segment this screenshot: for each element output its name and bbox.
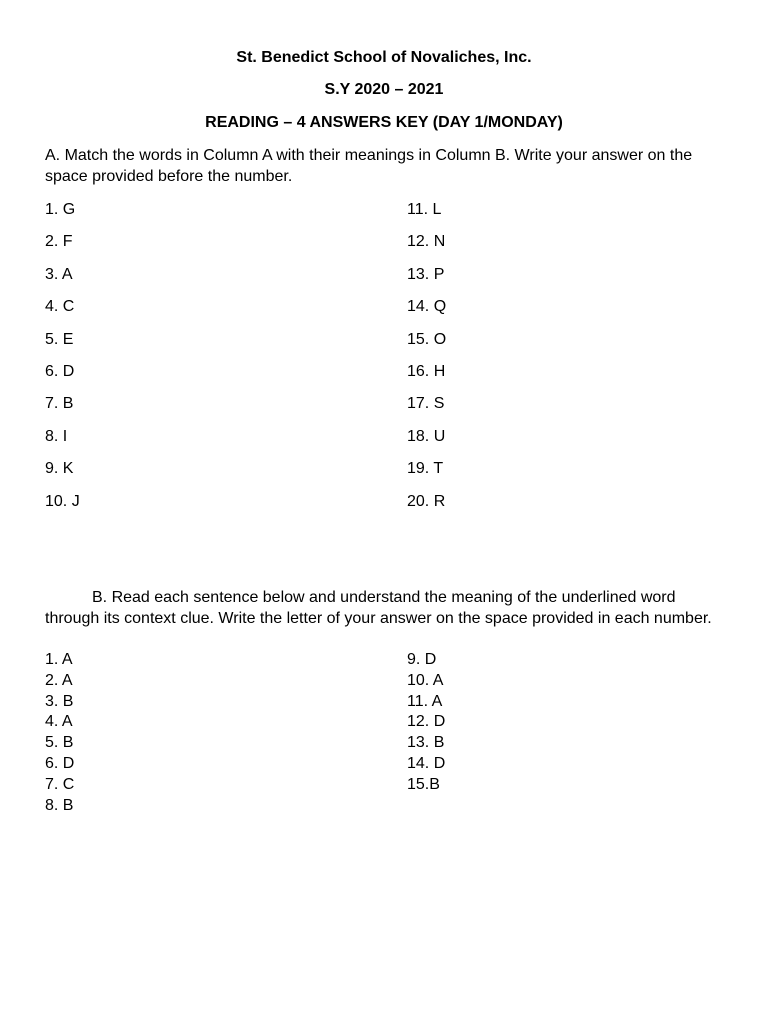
answer-item: 2. A (45, 671, 73, 689)
section-a-answers-left (45, 199, 80, 523)
answer-item: 5. E (45, 330, 74, 348)
answer-item: 3. B (45, 692, 74, 710)
section-b-instructions: B. Read each sentence below and understand the meaning of the underlined word through its context clue. Write the letter of your answer on the space provided in each number. (45, 589, 712, 627)
school-name: St. Benedict School of Novaliches, Inc. (236, 49, 532, 66)
answer-item: 9. D (407, 651, 437, 668)
answer-item: 1. A (45, 651, 73, 668)
section-b-answers-right (407, 650, 445, 796)
answer-item: 14. D (407, 754, 446, 772)
answer-item: 20. R (407, 492, 446, 510)
answer-item: 11. A (407, 692, 443, 710)
answer-item: 10. A (407, 671, 444, 689)
answer-item: 5. B (45, 734, 74, 752)
section-a-answers-right (407, 199, 446, 523)
answer-item: 12. D (407, 713, 446, 731)
answer-item: 8. B (45, 796, 74, 814)
answer-item: 9. K (45, 460, 74, 478)
answer-item: 12. N (407, 233, 446, 251)
answer-item: 4. C (45, 298, 75, 316)
answer-item: 6. D (45, 754, 75, 772)
school-year: S.Y 2020 – 2021 (324, 81, 444, 98)
document-title: READING – 4 ANSWERS KEY (DAY 1/MONDAY) (205, 114, 563, 131)
section-a-instructions: A. Match the words in Column A with their meanings in Column B. Write your answer on the space provided before the number. (45, 147, 693, 185)
answer-item: 10. J (45, 492, 80, 510)
section-b-answers-left (45, 650, 74, 816)
answer-item: 14. Q (407, 298, 447, 316)
answer-item: 11. L (407, 201, 442, 218)
answer-item: 13. P (407, 265, 445, 283)
answer-item: 3. A (45, 265, 73, 283)
answer-item: 7. B (45, 395, 74, 413)
answer-item: 15. O (407, 330, 447, 348)
answer-item: 8. I (45, 427, 68, 445)
answer-item: 7. C (45, 775, 75, 793)
answer-item: 6. D (45, 362, 75, 380)
answer-item: 1. G (45, 201, 76, 218)
answer-item: 15.B (407, 775, 440, 793)
answer-item: 4. A (45, 713, 73, 731)
answer-item: 16. H (407, 362, 446, 380)
answer-item: 18. U (407, 427, 446, 445)
answer-item: 2. F (45, 233, 73, 251)
answer-item: 17. S (407, 395, 445, 413)
answer-item: 19. T (407, 460, 444, 478)
answer-item: 13. B (407, 734, 445, 752)
